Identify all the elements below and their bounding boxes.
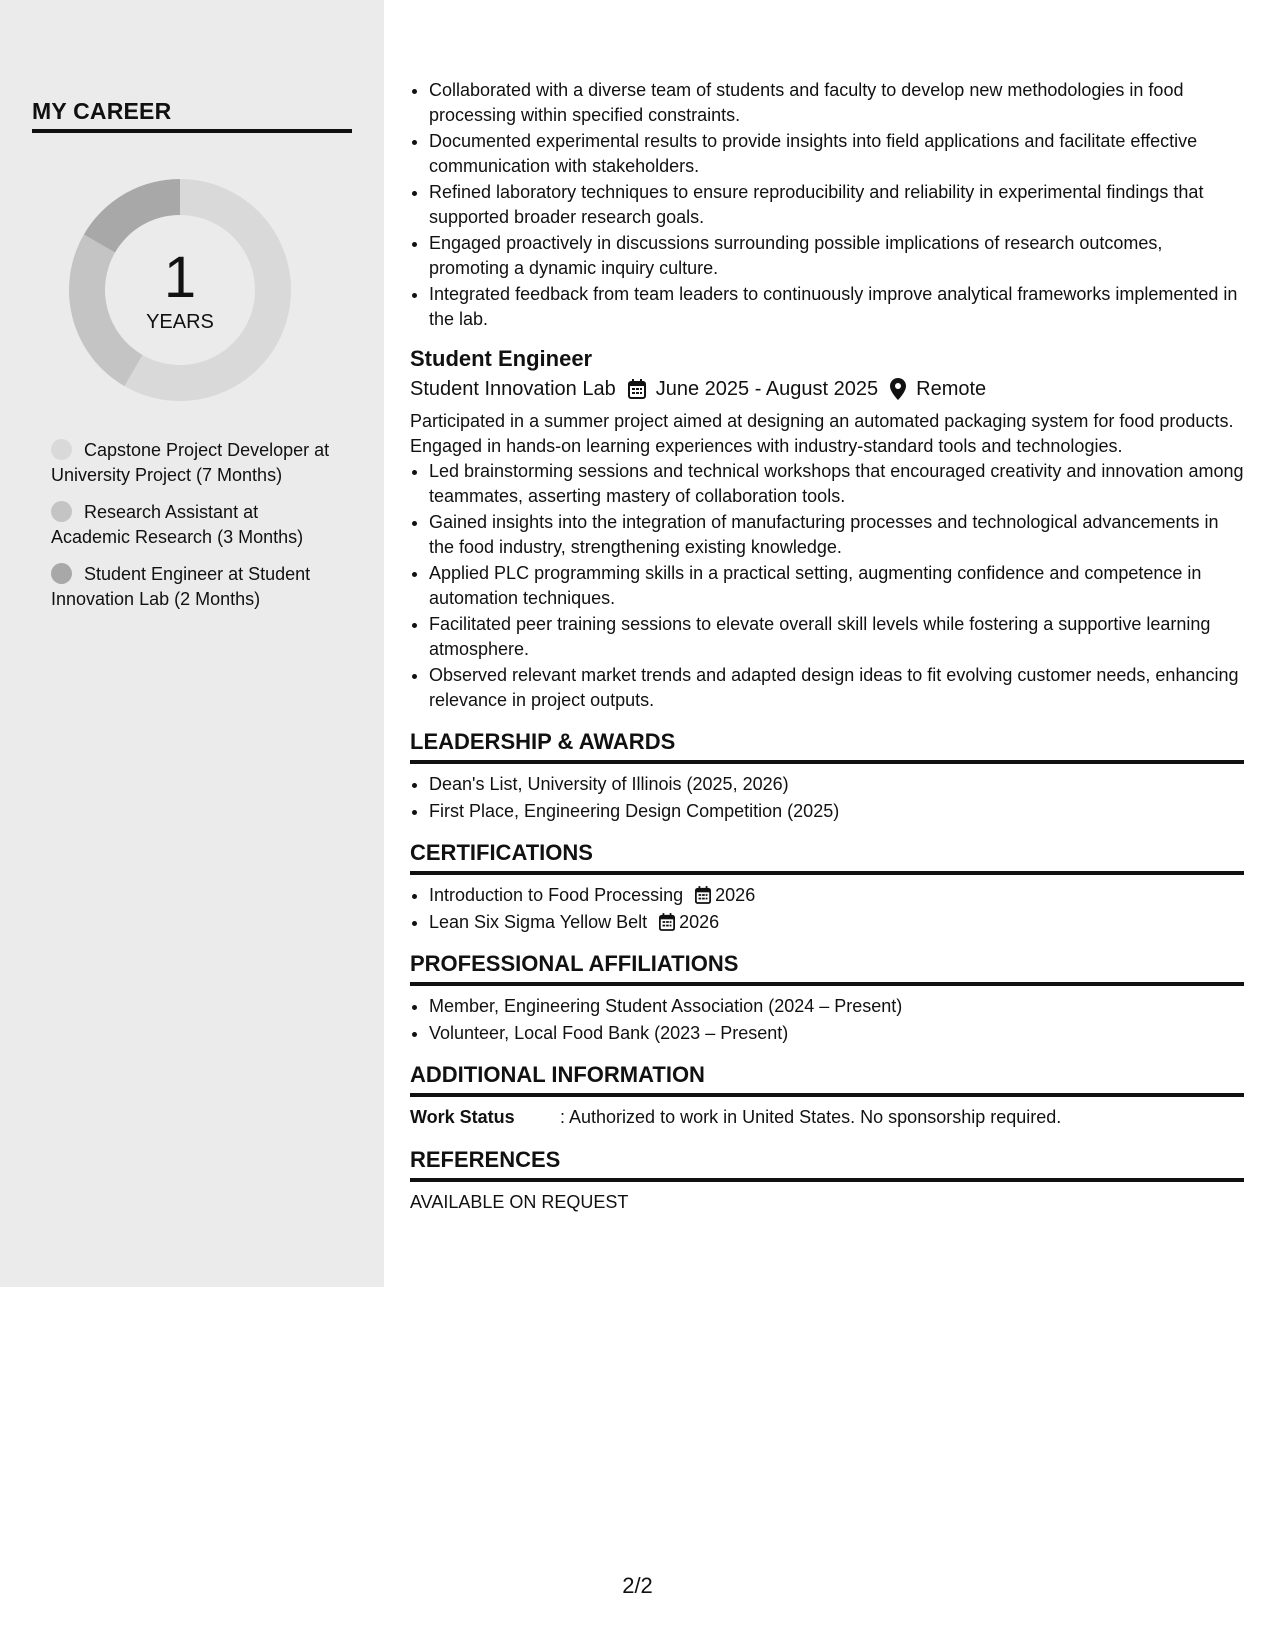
previous-job-bullets xyxy=(410,78,1244,331)
list-item: • Facilitated peer training sessions to elevate overall skill levels while fostering a supportive learning atmosphere. xyxy=(429,612,1244,661)
list-item: • Documented experimental results to provide insights into field applications and facilitate effective communication with stakeholders. xyxy=(429,129,1244,178)
calendar-icon xyxy=(628,379,646,399)
list-item: • Integrated feedback from team leaders to continuously improve analytical frameworks implemented in the lab. xyxy=(429,282,1244,331)
list-item: • Led brainstorming sessions and technical workshops that encouraged creativity and innovation among teammates, asserting mastery of collaboration tools. xyxy=(429,459,1244,508)
legend-label: Capstone Project Developer at University Project (7 Months) xyxy=(51,440,330,485)
work-status-row xyxy=(410,1105,1244,1130)
work-status-label: Work Status xyxy=(410,1107,515,1127)
list-item: • Observed relevant market trends and adapted design ideas to fit evolving customer needs, enhancing relevance in project outputs. xyxy=(429,663,1244,712)
list-item xyxy=(429,910,1244,935)
additional-info-heading: ADDITIONAL INFORMATION xyxy=(410,1061,1244,1097)
list-item xyxy=(429,883,1244,908)
sidebar xyxy=(0,0,384,1287)
leadership-list xyxy=(410,772,1244,823)
legend-label: Student Engineer at Student Innovation Lab (2 Months) xyxy=(51,564,311,609)
list-item: • Volunteer, Local Food Bank (2023 – Present) xyxy=(429,1021,1244,1046)
legend-item xyxy=(51,500,341,550)
job-dates: June 2025 - August 2025 xyxy=(655,378,879,400)
affiliations-list xyxy=(410,994,1244,1045)
legend-label: Research Assistant at Academic Research (3 Months) xyxy=(51,502,304,547)
career-heading: MY CAREER xyxy=(32,98,352,133)
list-item: • First Place, Engineering Design Competition (2025) xyxy=(429,799,1244,824)
job-org: Student Innovation Lab xyxy=(410,378,616,400)
page-number: 2/2 xyxy=(622,1573,653,1598)
references-heading: REFERENCES xyxy=(410,1146,1244,1182)
legend-dot-1 xyxy=(51,501,72,522)
job-title: Student Engineer xyxy=(410,346,593,371)
leadership-heading: LEADERSHIP & AWARDS xyxy=(410,728,1244,764)
job-bullets xyxy=(410,459,1244,712)
location-pin-icon xyxy=(890,378,906,400)
cert-name: • Introduction to Food Processing xyxy=(429,885,684,905)
legend-item xyxy=(51,438,341,488)
cert-year: 2026 xyxy=(715,885,756,905)
legend-item xyxy=(51,562,341,612)
legend-dot-0 xyxy=(51,439,72,460)
job-description: Participated in a summer project aimed at designing an automated packaging system for food products. Engaged in hands-on learning experiences with industry-standard tools and technologies. xyxy=(410,411,1234,456)
list-item: • Member, Engineering Student Association (2024 – Present) xyxy=(429,994,1244,1019)
main-content xyxy=(410,78,1244,1215)
career-donut-chart xyxy=(62,172,298,408)
affiliations-heading: PROFESSIONAL AFFILIATIONS xyxy=(410,950,1244,986)
list-item: • Refined laboratory techniques to ensure reproducibility and reliability in experimental findings that supported broader research goals. xyxy=(429,180,1244,229)
list-item: • Applied PLC programming skills in a practical setting, augmenting confidence and competence in automation techniques. xyxy=(429,561,1244,610)
donut-segment-2 xyxy=(84,179,180,253)
legend-dot-2 xyxy=(51,563,72,584)
job-location: Remote xyxy=(916,378,987,400)
years-number: 1 xyxy=(163,245,197,310)
calendar-icon xyxy=(659,913,675,931)
cert-name: • Lean Six Sigma Yellow Belt xyxy=(429,911,648,932)
list-item: • Engaged proactively in discussions surrounding possible implications of research outcomes, promoting a dynamic inquiry culture. xyxy=(429,231,1244,280)
certifications-heading: CERTIFICATIONS xyxy=(410,839,1244,875)
career-legend xyxy=(51,438,341,624)
list-item: • Dean's List, University of Illinois (2025, 2026) xyxy=(429,772,1244,797)
years-unit: YEARS xyxy=(146,311,214,333)
calendar-icon xyxy=(695,886,711,904)
work-status-value: : Authorized to work in United States. No sponsorship required. xyxy=(560,1107,1062,1127)
references-text: AVAILABLE ON REQUEST xyxy=(410,1192,629,1212)
list-item: • Collaborated with a diverse team of students and faculty to develop new methodologies in food processing within specified constraints. xyxy=(429,78,1244,127)
job-meta xyxy=(410,375,1244,403)
certifications-list xyxy=(410,883,1244,934)
list-item: • Gained insights into the integration of manufacturing processes and technological advancements in the food industry, strengthening existing knowledge. xyxy=(429,510,1244,559)
cert-year: 2026 xyxy=(679,911,720,932)
